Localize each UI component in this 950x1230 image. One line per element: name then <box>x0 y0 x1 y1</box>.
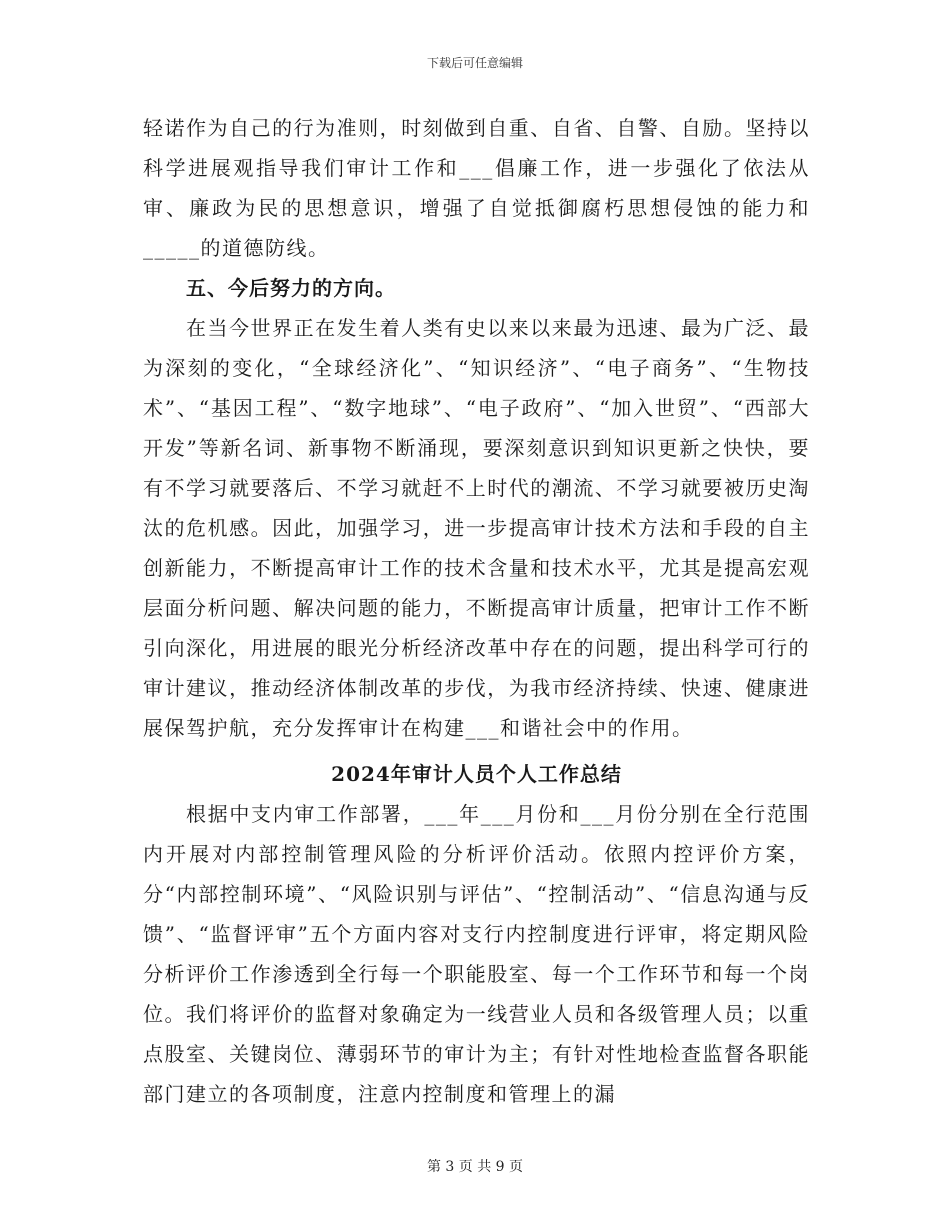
section-heading-future-direction: 五、今后努力的方向。 <box>186 276 396 300</box>
document-title: 2024年审计人员个人工作总结 <box>331 762 622 786</box>
page-header-note: 下载后可任意编辑 <box>426 56 523 70</box>
paragraph-future-direction: 在当今世界正在发生着人类有史以来以来最为迅速、最为广泛、最为深刻的变化，“全球经济化”、“知识经济”、“电子商务”、“生物技术”、“基因工程”、“数字地球”、“电子政府”、“加入世贸”、“西部大开发”等新名词、新事物不断涌现，要深刻意识到知识更新之快快，要有不学习就要落后、不学习就赶不上时代的潮流、不学习就要被历史淘汰的危机感。因此，加强学习，进一步提高审计技术方法和手段的自主创新能力，不断提高审计工作的技术含量和技术水平，尤其是提高宏观层面分析问题、解决问题的能力，不断提高审计质量，把审计工作不断引向深化，用进展的眼光分析经济改革中存在的问题，提出科学可行的审计建议，推动经济体制改革的步伐，为我市经济持续、快速、健康进展保驾护航，充分发挥审计在构建___和谐社会中的作用。 <box>143 316 810 740</box>
page-number: 第 3 页 共 9 页 <box>426 1159 524 1175</box>
paragraph-summary-intro: 根据中支内审工作部署，___年___月份和___月份分别在全行范围内开展对内部控制管理风险的分析评价活动。依照内控评价方案，分“内部控制环境”、“风险识别与评估”、“控制活动”、“信息沟通与反馈”、“监督评审”五个方面内容对支行内控制度进行评审，将定期风险分析评价工作渗透到全行每一个职能股室、每一个工作环节和每一个岗位。我们将评价的监督对象确定为一线营业人员和各级管理人员；以重点股室、关键岗位、薄弱环节的审计为主；有针对性地检查监督各职能部门建立的各项制度，注意内控制度和管理上的漏 <box>143 802 810 1106</box>
document-body <box>143 108 810 1114</box>
paragraph-continuation: 轻诺作为自己的行为准则，时刻做到自重、自省、自警、自励。坚持以科学进展观指导我们审计工作和___倡廉工作，进一步强化了依法从审、廉政为民的思想意识，增强了自觉抵御腐朽思想侵蚀的能力和_____的道德防线。 <box>143 116 810 260</box>
